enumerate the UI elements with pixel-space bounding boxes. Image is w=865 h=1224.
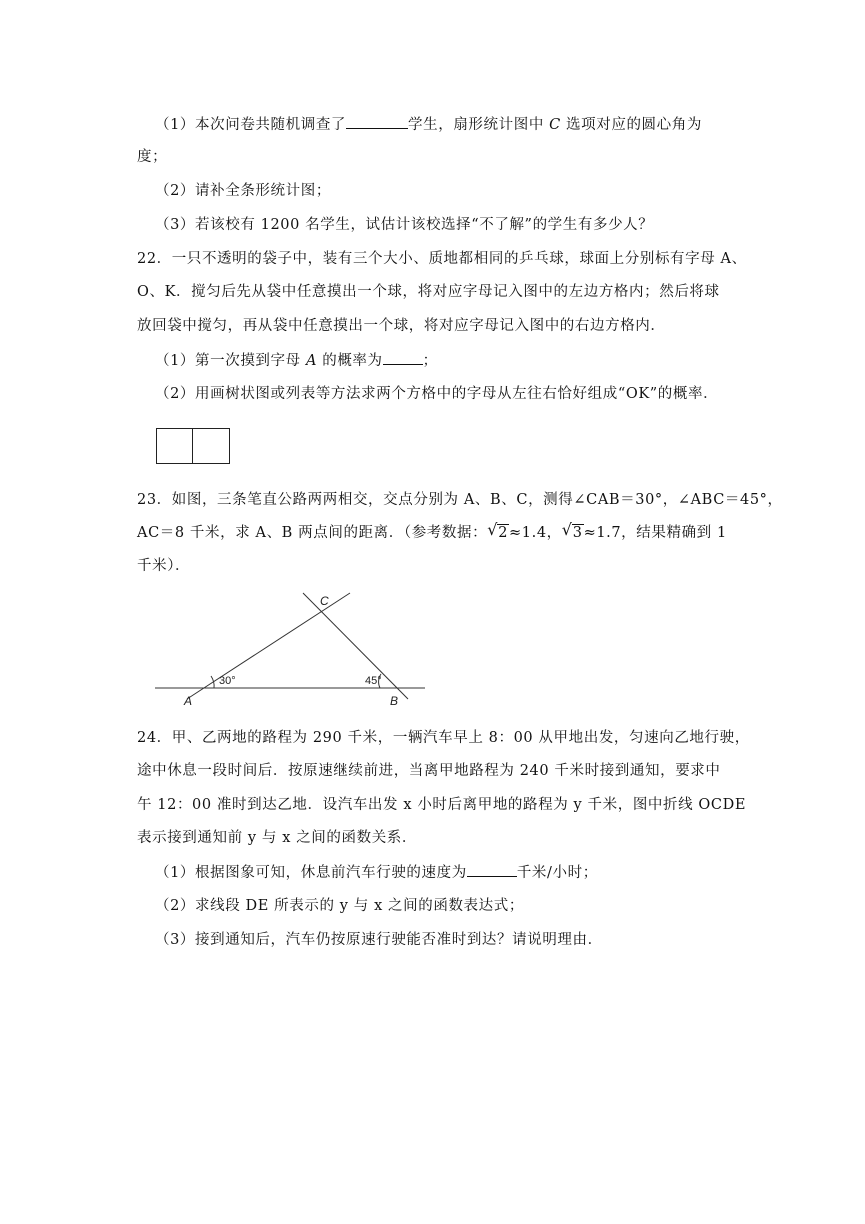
label-b: B xyxy=(390,694,399,708)
q22-part1: （1）第一次摸到字母 A 的概率为 ； xyxy=(155,350,438,371)
q24-stem-line3: 午 12：00 准时到达乙地．设汽车出发 x 小时后离甲地的路程为 y 千米，图中折线 OCDE xyxy=(137,797,747,813)
q23-stem-line1: 23．如图，三条笔直公路两两相交，交点分别为 A、B、C，测得∠CAB＝30°，∠ABC＝45°， xyxy=(137,492,783,508)
road-bc xyxy=(303,593,408,699)
answer-blank[interactable] xyxy=(467,862,517,877)
label-c: C xyxy=(320,594,329,608)
q21-part1-line2: 度； xyxy=(137,149,168,165)
q23-stem-line2: AC＝8 千米，求 A、B 两点间的距离．（参考数据： √ 2≈1.4， √ 3≈1.7，结果精确到 1 xyxy=(137,520,727,541)
q24-stem-line4: 表示接到通知前 y 与 x 之间的函数关系． xyxy=(137,830,418,846)
q24-stem-line2: 途中休息一段时间后．按原速继续前进，当离甲地路程为 240 千米时接到通知，要求中 xyxy=(137,763,721,779)
label-a: A xyxy=(184,694,193,708)
q21-part3: （3）若该校有 1200 名学生，试估计该校选择“不了解”的学生有多少人？ xyxy=(155,217,654,233)
q22-part2: （2）用画树状图或列表等方法求两个方格中的字母从左往右恰好组成“OK”的概率． xyxy=(155,386,719,402)
q23-stem-line3: 千米）． xyxy=(137,558,191,574)
sqrt-2: √ 2 xyxy=(487,520,509,541)
q21-part2: （2）请补全条形统计图； xyxy=(155,183,331,199)
q24-part1: （1）根据图象可知，休息前汽车行驶的速度为 千米/小时； xyxy=(155,862,598,883)
sqrt-3: √ 3 xyxy=(561,520,583,541)
q22-stem-line3: 放回袋中搅匀，再从袋中任意摸出一个球，将对应字母记入图中的右边方格内． xyxy=(137,318,666,334)
q24-part3: （3）接到通知后，汽车仍按原速行驶能否准时到达？请说明理由． xyxy=(155,932,603,948)
q24-stem-line1: 24．甲、乙两地的路程为 290 千米，一辆汽车早上 8：00 从甲地出发，匀速向乙地行驶， xyxy=(137,730,750,746)
angle-label-b: 45° xyxy=(365,675,382,687)
answer-blank[interactable] xyxy=(346,114,408,129)
q21-part1-line1: （1）本次问卷共随机调查了 学生，扇形统计图中 C 选项对应的圆心角为 xyxy=(155,114,702,135)
left-box xyxy=(157,429,193,463)
road-ac xyxy=(187,593,350,699)
q22-stem-line2: O、K．搅匀后先从袋中任意摸出一个球，将对应字母记入图中的左边方格内；然后将球 xyxy=(137,284,720,300)
q24-part2: （2）求线段 DE 所表示的 y 与 x 之间的函数表达式； xyxy=(155,898,524,914)
letter-boxes xyxy=(156,428,230,464)
answer-blank[interactable] xyxy=(383,350,423,365)
q22-stem-line1: 22．一只不透明的袋子中，装有三个大小、质地都相同的乒乓球，球面上分别标有字母 A、 xyxy=(137,251,747,267)
triangle-figure xyxy=(0,585,865,715)
angle-label-a: 30° xyxy=(219,675,236,687)
